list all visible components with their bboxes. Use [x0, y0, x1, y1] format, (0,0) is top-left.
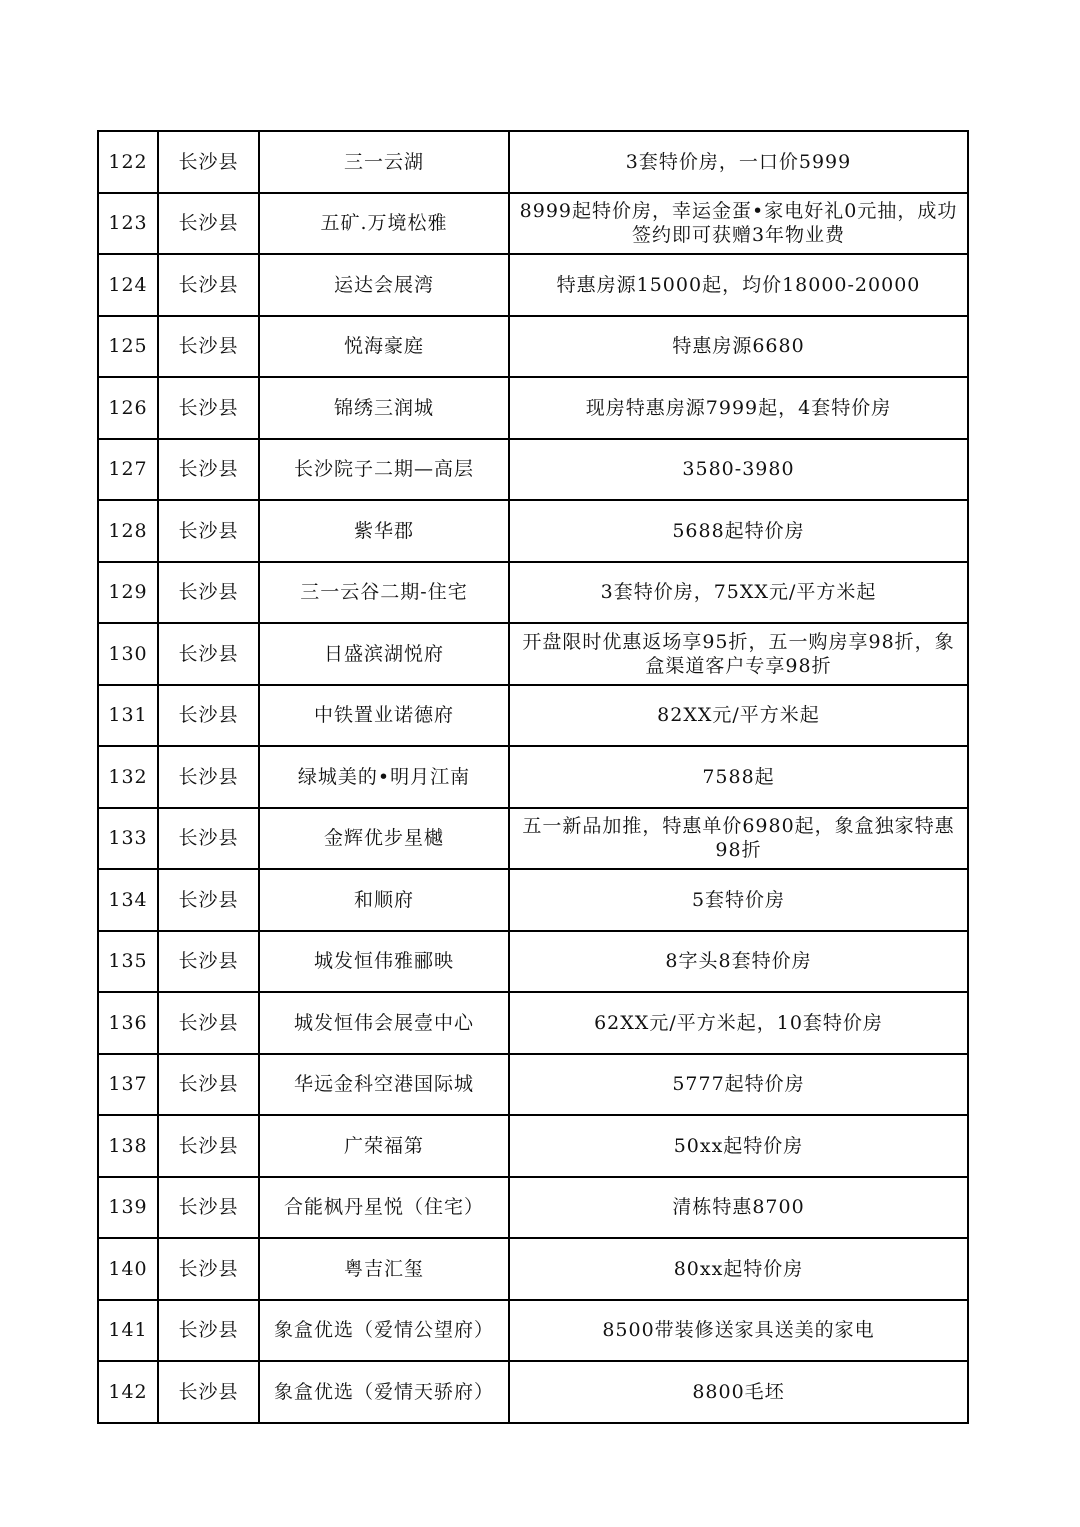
table-row [98, 808, 968, 870]
county-cell: 长沙县 [158, 1054, 259, 1116]
table-row [98, 1300, 968, 1362]
table-row [98, 131, 968, 193]
row-number-cell: 129 [98, 562, 158, 624]
offer-cell: 5777起特价房 [509, 1054, 968, 1116]
row-number-cell: 137 [98, 1054, 158, 1116]
project-name-cell: 运达会展湾 [259, 254, 509, 316]
row-number-cell: 138 [98, 1115, 158, 1177]
project-name-cell: 绿城美的•明月江南 [259, 746, 509, 808]
row-number-cell: 127 [98, 439, 158, 501]
project-name-cell: 金辉优步星樾 [259, 808, 509, 870]
row-number-cell: 140 [98, 1238, 158, 1300]
project-name-cell: 象盒优选（爱情公望府） [259, 1300, 509, 1362]
table-row [98, 1361, 968, 1423]
table-row [98, 1054, 968, 1116]
row-number-cell: 141 [98, 1300, 158, 1362]
project-name-cell: 广荣福第 [259, 1115, 509, 1177]
table-row [98, 869, 968, 931]
offer-cell: 清栋特惠8700 [509, 1177, 968, 1239]
county-cell: 长沙县 [158, 869, 259, 931]
table-body [98, 131, 968, 1423]
row-number-cell: 128 [98, 500, 158, 562]
county-cell: 长沙县 [158, 562, 259, 624]
table-row [98, 623, 968, 685]
county-cell: 长沙县 [158, 316, 259, 378]
project-name-cell: 五矿.万境松雅 [259, 193, 509, 255]
county-cell: 长沙县 [158, 439, 259, 501]
table-row [98, 254, 968, 316]
row-number-cell: 131 [98, 685, 158, 747]
offer-cell: 80xx起特价房 [509, 1238, 968, 1300]
table-row [98, 1115, 968, 1177]
row-number-cell: 139 [98, 1177, 158, 1239]
table-row [98, 562, 968, 624]
table-row [98, 193, 968, 255]
row-number-cell: 132 [98, 746, 158, 808]
county-cell: 长沙县 [158, 254, 259, 316]
offer-cell: 8字头8套特价房 [509, 931, 968, 993]
offer-cell: 62XX元/平方米起，10套特价房 [509, 992, 968, 1054]
project-name-cell: 粤吉汇玺 [259, 1238, 509, 1300]
row-number-cell: 134 [98, 869, 158, 931]
table-row [98, 992, 968, 1054]
offer-cell: 5688起特价房 [509, 500, 968, 562]
county-cell: 长沙县 [158, 131, 259, 193]
offer-cell: 3套特价房，一口价5999 [509, 131, 968, 193]
offer-cell: 82XX元/平方米起 [509, 685, 968, 747]
offer-cell: 5套特价房 [509, 869, 968, 931]
project-name-cell: 悦海豪庭 [259, 316, 509, 378]
row-number-cell: 126 [98, 377, 158, 439]
project-name-cell: 城发恒伟会展壹中心 [259, 992, 509, 1054]
row-number-cell: 122 [98, 131, 158, 193]
county-cell: 长沙县 [158, 685, 259, 747]
housing-offers-table [97, 130, 969, 1424]
project-name-cell: 城发恒伟雅郦映 [259, 931, 509, 993]
row-number-cell: 142 [98, 1361, 158, 1423]
project-name-cell: 华远金科空港国际城 [259, 1054, 509, 1116]
offer-cell: 开盘限时优惠返场享95折，五一购房享98折，象盒渠道客户专享98折 [509, 623, 968, 685]
county-cell: 长沙县 [158, 1177, 259, 1239]
project-name-cell: 三一云谷二期-住宅 [259, 562, 509, 624]
row-number-cell: 136 [98, 992, 158, 1054]
table-row [98, 377, 968, 439]
offer-cell: 特惠房源15000起，均价18000-20000 [509, 254, 968, 316]
county-cell: 长沙县 [158, 808, 259, 870]
county-cell: 长沙县 [158, 1300, 259, 1362]
county-cell: 长沙县 [158, 377, 259, 439]
table-row [98, 746, 968, 808]
offer-cell: 50xx起特价房 [509, 1115, 968, 1177]
table-row [98, 500, 968, 562]
row-number-cell: 124 [98, 254, 158, 316]
county-cell: 长沙县 [158, 623, 259, 685]
county-cell: 长沙县 [158, 746, 259, 808]
county-cell: 长沙县 [158, 1361, 259, 1423]
county-cell: 长沙县 [158, 1238, 259, 1300]
row-number-cell: 123 [98, 193, 158, 255]
table-row [98, 1238, 968, 1300]
table-row [98, 316, 968, 378]
table-row [98, 1177, 968, 1239]
row-number-cell: 125 [98, 316, 158, 378]
project-name-cell: 锦绣三润城 [259, 377, 509, 439]
offer-cell: 3套特价房，75XX元/平方米起 [509, 562, 968, 624]
project-name-cell: 日盛滨湖悦府 [259, 623, 509, 685]
offer-cell: 8500带装修送家具送美的家电 [509, 1300, 968, 1362]
county-cell: 长沙县 [158, 193, 259, 255]
table-row [98, 685, 968, 747]
row-number-cell: 133 [98, 808, 158, 870]
project-name-cell: 中铁置业诺德府 [259, 685, 509, 747]
county-cell: 长沙县 [158, 992, 259, 1054]
table-row [98, 439, 968, 501]
offer-cell: 3580-3980 [509, 439, 968, 501]
offer-cell: 五一新品加推，特惠单价6980起，象盒独家特惠98折 [509, 808, 968, 870]
project-name-cell: 三一云湖 [259, 131, 509, 193]
offer-cell: 特惠房源6680 [509, 316, 968, 378]
project-name-cell: 象盒优选（爱情天骄府） [259, 1361, 509, 1423]
project-name-cell: 长沙院子二期—高层 [259, 439, 509, 501]
table-row [98, 931, 968, 993]
row-number-cell: 130 [98, 623, 158, 685]
offer-cell: 8999起特价房，幸运金蛋•家电好礼0元抽，成功签约即可获赠3年物业费 [509, 193, 968, 255]
project-name-cell: 紫华郡 [259, 500, 509, 562]
project-name-cell: 和顺府 [259, 869, 509, 931]
offer-cell: 7588起 [509, 746, 968, 808]
project-name-cell: 合能枫丹星悦（住宅） [259, 1177, 509, 1239]
county-cell: 长沙县 [158, 500, 259, 562]
offer-cell: 8800毛坯 [509, 1361, 968, 1423]
county-cell: 长沙县 [158, 931, 259, 993]
county-cell: 长沙县 [158, 1115, 259, 1177]
row-number-cell: 135 [98, 931, 158, 993]
offer-cell: 现房特惠房源7999起，4套特价房 [509, 377, 968, 439]
